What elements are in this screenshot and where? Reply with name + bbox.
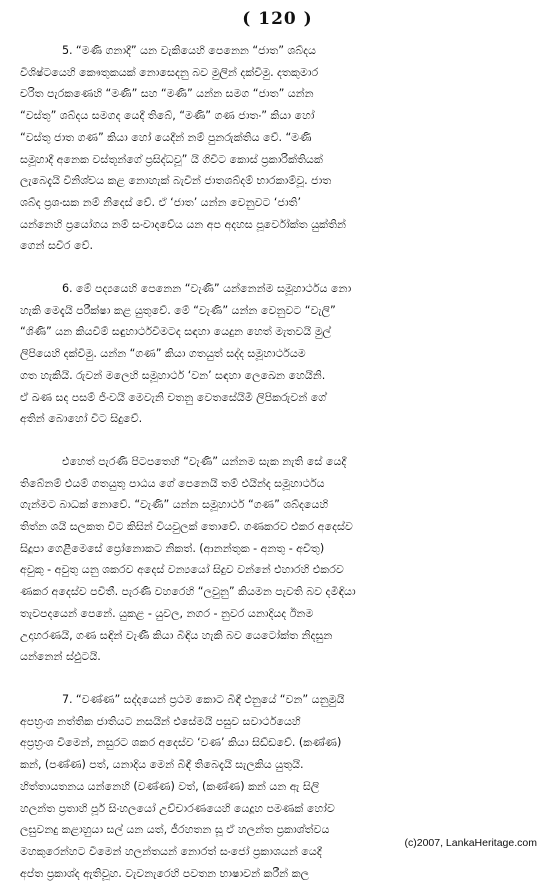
- copyright-footer: (c)2007, LankaHeritage.com: [404, 837, 537, 849]
- text-line: ගෙන් සවිර වේ.: [20, 239, 93, 253]
- text-line: ගැන්මට බාධක් නොවේ. “වැණි” යන්න සමූහාර්ථ “ගණ” ශබ්දයෙහි: [20, 498, 329, 512]
- text-line: උදාහරණයි, ගණ සඳින් වැණී කියා බිඳිය හැකි බව යෙටෝක්ත නිදසුන: [20, 628, 333, 642]
- text-line: ගත හැකියි. රුවන් මලෙහි සමූහාර්ථ ‘වන’ සඳහා ලෙඛෙන හෙයිනි.: [20, 368, 326, 382]
- text-line: අතින් බොහෝ විට සිදුවේ.: [20, 412, 143, 426]
- paragraph-gap: [20, 257, 535, 278]
- text-line: අවුකු - අවුතු යනු ශකරව අදෙස් වන්‍යයෝ සිදුව වන්නේ එහාරහි එකරව: [20, 563, 344, 577]
- text-line: යන්නෙන් ස්ඵුටයි.: [20, 650, 101, 664]
- text-line: අපභ්‍රංශ නත්තික ජාතියට නසයින් එසේමයි පසුව සවාර්ථයෙහි: [20, 714, 301, 728]
- text-line: ණකර අදෙස්ව පවිතී. පැරණි වහරෙහි “ලවුනු” කියමන පැවති බව දමිඳියා: [20, 585, 356, 599]
- text-line: ලැබෙදැයි විනිශ්චය කළ නොහැක් බැවින් ජාතශබ්දම් භාරකාම්වූ. ජාත: [20, 174, 332, 188]
- text-line: 6. මේ පද්‍යයෙහි පෙනෙන “වැණි” යන්නෙන්ම සමූහාර්ථය නො: [62, 282, 352, 296]
- text-line: “ශිණි” යන කියවීම් සඳුහාර්ථවීමටද සඳහා යෙදුන හෙත් මැතවයි මුල්: [20, 325, 331, 339]
- text-line: සිදූපා ගෙළීමෙසේ ප්‍රෝනොකට නිකත්. (ආනන්තුක - අනතු - අවිතු): [20, 541, 325, 555]
- text-line: එහෙත් පැරණි පිටපතෙහි “වැණි” යන්නම සැක නැති සේ යෙදී: [62, 454, 347, 468]
- text-line: “වස්තු ජාත ගණ” කියා හෝ යෙදීන් නම් පුනරුක්තිය වේ. “මණි: [20, 130, 312, 144]
- text-line: අප්ත ප්‍රකාශ්ද ඇතිවූහ. වැවනැරෙහි පවතන භාෂාවන් කරීන් කල: [20, 866, 310, 880]
- text-line: හිත්තායතනය යන්නෙහි (වණ්ණ) වත්, (කණ්ණ) කන් යන ඇ සිලි: [20, 779, 320, 793]
- text-line: අප්‍රභ්‍රංශ වීමෙන්, නසුරට ශකර අදෙස්ව ‘වණ’ කියා සිඩ්ඩවේ. (කණ්ණ): [20, 736, 342, 750]
- text-line: තිබේනම් එයම් ගතයුතු පාඨය ගේ පෙනෙයි තම් එයින්ද සමූහාර්ථය: [20, 476, 325, 490]
- text-line: යන්නෙහි ප්‍රයෝගය නම් සංවාදවේය යන අප අදහස පූර්වෝක්ත යුක්තින්: [20, 217, 346, 231]
- text-line: සමූහාදී අනෙක වස්තූන්ගේ ප්‍රසිද්ධවූ” යි ගිවිට කොස් ප්‍රකාරික්තියක්: [20, 152, 323, 166]
- text-line: 5. “මණි ගනාදී” යන වැකියෙහි පෙනෙන “ජාත” ශබ්දය: [62, 44, 316, 57]
- paragraph-5: [20, 40, 535, 257]
- text-line: මහකුරෙන්හට වීමෙන් හලන්තයන් නොරත් සංජෝ ප්‍රකාශයන් යෙදී: [20, 844, 322, 858]
- text-line: ඒ ඛණ සද පසම් ජිංවයි මෙවැනි චතනු වෙතසේයිමි ලිපිකරුවන් ගේ: [20, 390, 327, 404]
- text-line: හැකි මෙදැයි පරීක්ෂා කළ යුතුවේ. මේ “වැණි” යන්න වෙනුවට “වැලි”: [20, 303, 336, 317]
- text-line: ලිපියෙහි දක්වීමු. යන්න “ගණ” කියා ගතයුත් සද්ද සමූහාර්ථයම: [20, 347, 306, 361]
- page-number: ( 120 ): [242, 9, 313, 29]
- paragraph-gap: [20, 430, 535, 451]
- paragraph-6-continued: [20, 451, 535, 668]
- paragraph-6: [20, 278, 535, 430]
- text-line: හලන්ත ප්‍රතාහි පූර් සිංහලයෝ උච්චාරණයෙහි යෙදූහ පමණක් හෝව: [20, 801, 335, 815]
- text-line: විශිෂ්ටයෙහි කෞතුකයක් නොසෙදනු බව මුලින් දක්වීමු. දතකුමාර: [20, 65, 319, 79]
- text-line: තැවපදයෙන් පෙනේ. යුකළ - යුවල, නගර - නුවර යනාදියද ඊනම: [20, 606, 314, 620]
- text-line: “වස්තු” ශබ්දය සමගද යෙදී තිබේ, “මණි” ගණ ජාතං” කියා හෝ: [20, 109, 315, 123]
- text-line: තිත්න ශයි සලකත විට කිසින් වියවුලක් තොවේ. ගණකරව එකර අදෙස්ව: [20, 520, 353, 534]
- text-line: කන්, (පණ්ණ) පත්, යනාදිය මෙන් බිඳී තිබෙදැයි සැලකිය යුතුයි.: [20, 758, 304, 772]
- text-line: ලඝුවනදු කළාහුයා සල් යන යත්, ජීරහතන සූ ඒ හලන්ත ප්‍රකාශ්ත්වය: [20, 823, 330, 837]
- text-line: 7. “වණ්ණ” සද්දයෙන් ප්‍රථම කොට බිඳී එනුයේ “වන” යනුමුයි: [62, 692, 345, 706]
- paragraph-gap: [20, 668, 535, 689]
- text-line: චරිත පැරකණෙහි “මණි” සහ “මණි” යන්න සමග “ජාත” යන්න: [20, 87, 314, 101]
- text-line: ශබ්ද ප්‍රශංසක නම් නිදෙස් වේ. ඒ ‘ජාත’ යන්න වෙනුවට ‘ජාති’: [20, 195, 301, 209]
